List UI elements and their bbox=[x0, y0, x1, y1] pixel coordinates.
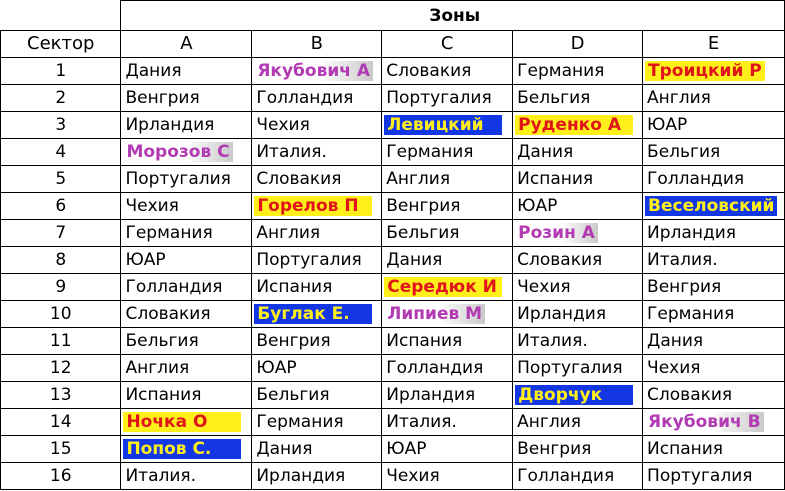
zone-cell-b: Голландия bbox=[252, 85, 382, 112]
participant-name: Буглак Е. bbox=[254, 304, 372, 324]
zone-cell-c: Бельгия bbox=[382, 220, 513, 247]
table-row bbox=[1, 193, 785, 220]
table-row bbox=[1, 274, 785, 301]
zone-cell-d bbox=[513, 382, 643, 409]
sector-number: 1 bbox=[1, 58, 121, 85]
corner-cell bbox=[1, 1, 121, 31]
table-row bbox=[1, 247, 785, 274]
table-row bbox=[1, 463, 785, 490]
zone-cell-e: Голландия bbox=[643, 166, 785, 193]
zone-cell-a: Испания bbox=[121, 382, 252, 409]
zone-cell-b: Дания bbox=[252, 436, 382, 463]
sector-number: 6 bbox=[1, 193, 121, 220]
table-row bbox=[1, 409, 785, 436]
table-row bbox=[1, 436, 785, 463]
zone-cell-d: Германия bbox=[513, 58, 643, 85]
table-row bbox=[1, 220, 785, 247]
sector-number: 7 bbox=[1, 220, 121, 247]
zone-cell-d: Англия bbox=[513, 409, 643, 436]
zone-header-e: E bbox=[643, 31, 785, 58]
zone-cell-d: Дания bbox=[513, 139, 643, 166]
zone-cell-c: Португалия bbox=[382, 85, 513, 112]
zone-cell-e: Дания bbox=[643, 328, 785, 355]
participant-name: Морозов С bbox=[123, 142, 232, 162]
zone-cell-b: Португалия bbox=[252, 247, 382, 274]
zone-cell-d: Словакия bbox=[513, 247, 643, 274]
participant-name: Ночка О bbox=[123, 412, 241, 432]
sector-number: 11 bbox=[1, 328, 121, 355]
zone-cell-a: Италия. bbox=[121, 463, 252, 490]
participant-name: Левицкий bbox=[384, 115, 502, 135]
zone-cell-d: Италия. bbox=[513, 328, 643, 355]
zone-cell-b bbox=[252, 301, 382, 328]
zone-cell-c: Германия bbox=[382, 139, 513, 166]
zone-cell-b bbox=[252, 193, 382, 220]
zone-cell-c: Англия bbox=[382, 166, 513, 193]
zone-cell-c: Дания bbox=[382, 247, 513, 274]
participant-name: Середюк И bbox=[384, 277, 502, 297]
table-row bbox=[1, 112, 785, 139]
zone-cell-b: ЮАР bbox=[252, 355, 382, 382]
sector-number: 8 bbox=[1, 247, 121, 274]
sector-number: 3 bbox=[1, 112, 121, 139]
zone-cell-c: ЮАР bbox=[382, 436, 513, 463]
table-row bbox=[1, 301, 785, 328]
table-row bbox=[1, 139, 785, 166]
zones-title: Зоны bbox=[121, 1, 785, 31]
zone-header-c: C bbox=[382, 31, 513, 58]
zone-cell-c: Италия. bbox=[382, 409, 513, 436]
zone-cell-b: Чехия bbox=[252, 112, 382, 139]
zone-cell-e: Англия bbox=[643, 85, 785, 112]
table-row bbox=[1, 355, 785, 382]
sector-number: 5 bbox=[1, 166, 121, 193]
sector-number: 15 bbox=[1, 436, 121, 463]
zone-cell-d bbox=[513, 112, 643, 139]
zone-cell-e: Ирландия bbox=[643, 220, 785, 247]
zone-cell-a: Голландия bbox=[121, 274, 252, 301]
participant-name: Липиев М bbox=[384, 304, 485, 324]
zone-cell-c: Словакия bbox=[382, 58, 513, 85]
zone-cell-a bbox=[121, 436, 252, 463]
zone-cell-d: Бельгия bbox=[513, 85, 643, 112]
zone-cell-a: Чехия bbox=[121, 193, 252, 220]
table-row bbox=[1, 58, 785, 85]
zone-cell-d: Португалия bbox=[513, 355, 643, 382]
zones-title-row bbox=[1, 1, 785, 31]
participant-name: Горелов П bbox=[254, 196, 372, 216]
participant-name: Руденко А bbox=[515, 115, 633, 135]
sector-number: 12 bbox=[1, 355, 121, 382]
zone-cell-a: Англия bbox=[121, 355, 252, 382]
zone-cell-d: Чехия bbox=[513, 274, 643, 301]
zone-cell-b: Англия bbox=[252, 220, 382, 247]
zone-cell-a: Дания bbox=[121, 58, 252, 85]
participant-name: Дворчук bbox=[515, 385, 633, 405]
zone-cell-e: Словакия bbox=[643, 382, 785, 409]
table-row bbox=[1, 85, 785, 112]
zone-cell-c bbox=[382, 301, 513, 328]
zone-cell-e: Бельгия bbox=[643, 139, 785, 166]
zone-cell-a: Бельгия bbox=[121, 328, 252, 355]
zone-cell-d bbox=[513, 220, 643, 247]
zone-cell-b: Ирландия bbox=[252, 463, 382, 490]
zone-header-a: A bbox=[121, 31, 252, 58]
zone-cell-e: Португалия bbox=[643, 463, 785, 490]
zone-header-d: D bbox=[513, 31, 643, 58]
zone-cell-a: Португалия bbox=[121, 166, 252, 193]
sector-number: 2 bbox=[1, 85, 121, 112]
participant-name: Розин А bbox=[515, 223, 598, 243]
zone-cell-b: Бельгия bbox=[252, 382, 382, 409]
participant-name: Якубович В bbox=[645, 412, 763, 432]
zone-cell-b bbox=[252, 58, 382, 85]
zone-cell-a: ЮАР bbox=[121, 247, 252, 274]
zone-cell-d: Голландия bbox=[513, 463, 643, 490]
participant-name: Попов С. bbox=[123, 439, 241, 459]
zone-cell-a: Словакия bbox=[121, 301, 252, 328]
zone-cell-b: Венгрия bbox=[252, 328, 382, 355]
zone-cell-e: ЮАР bbox=[643, 112, 785, 139]
participant-name: Якубович А bbox=[254, 61, 373, 81]
zone-cell-e: Италия. bbox=[643, 247, 785, 274]
participant-name: Веселовский bbox=[645, 196, 777, 216]
zone-cell-d: ЮАР bbox=[513, 193, 643, 220]
table-row bbox=[1, 166, 785, 193]
zone-cell-c: Ирландия bbox=[382, 382, 513, 409]
zone-cell-c bbox=[382, 112, 513, 139]
zone-cell-e: Венгрия bbox=[643, 274, 785, 301]
sector-number: 13 bbox=[1, 382, 121, 409]
participant-name: Троицкий Р bbox=[645, 61, 765, 81]
zone-cell-d: Ирландия bbox=[513, 301, 643, 328]
zone-cell-a: Германия bbox=[121, 220, 252, 247]
sector-number: 14 bbox=[1, 409, 121, 436]
zone-cell-c: Голландия bbox=[382, 355, 513, 382]
zone-cell-c bbox=[382, 274, 513, 301]
zone-cell-e: Испания bbox=[643, 436, 785, 463]
zone-cell-d: Испания bbox=[513, 166, 643, 193]
zone-cell-c: Венгрия bbox=[382, 193, 513, 220]
zone-cell-b: Германия bbox=[252, 409, 382, 436]
table-row bbox=[1, 328, 785, 355]
header-row bbox=[1, 31, 785, 58]
zone-cell-b: Испания bbox=[252, 274, 382, 301]
zone-cell-a bbox=[121, 409, 252, 436]
zone-cell-b: Словакия bbox=[252, 166, 382, 193]
table-row bbox=[1, 382, 785, 409]
zone-cell-a: Ирландия bbox=[121, 112, 252, 139]
zone-cell-a: Венгрия bbox=[121, 85, 252, 112]
sector-number: 10 bbox=[1, 301, 121, 328]
zone-cell-e: Германия bbox=[643, 301, 785, 328]
zone-cell-e: Чехия bbox=[643, 355, 785, 382]
zone-cell-d: Венгрия bbox=[513, 436, 643, 463]
zone-cell-c: Чехия bbox=[382, 463, 513, 490]
zone-header-b: B bbox=[252, 31, 382, 58]
sector-number: 4 bbox=[1, 139, 121, 166]
zone-cell-c: Испания bbox=[382, 328, 513, 355]
sector-number: 9 bbox=[1, 274, 121, 301]
sector-header: Сектор bbox=[1, 31, 121, 58]
zone-cell-a bbox=[121, 139, 252, 166]
sector-number: 16 bbox=[1, 463, 121, 490]
zone-cell-e bbox=[643, 58, 785, 85]
zone-cell-e bbox=[643, 193, 785, 220]
zone-cell-e bbox=[643, 409, 785, 436]
zone-cell-b: Италия. bbox=[252, 139, 382, 166]
